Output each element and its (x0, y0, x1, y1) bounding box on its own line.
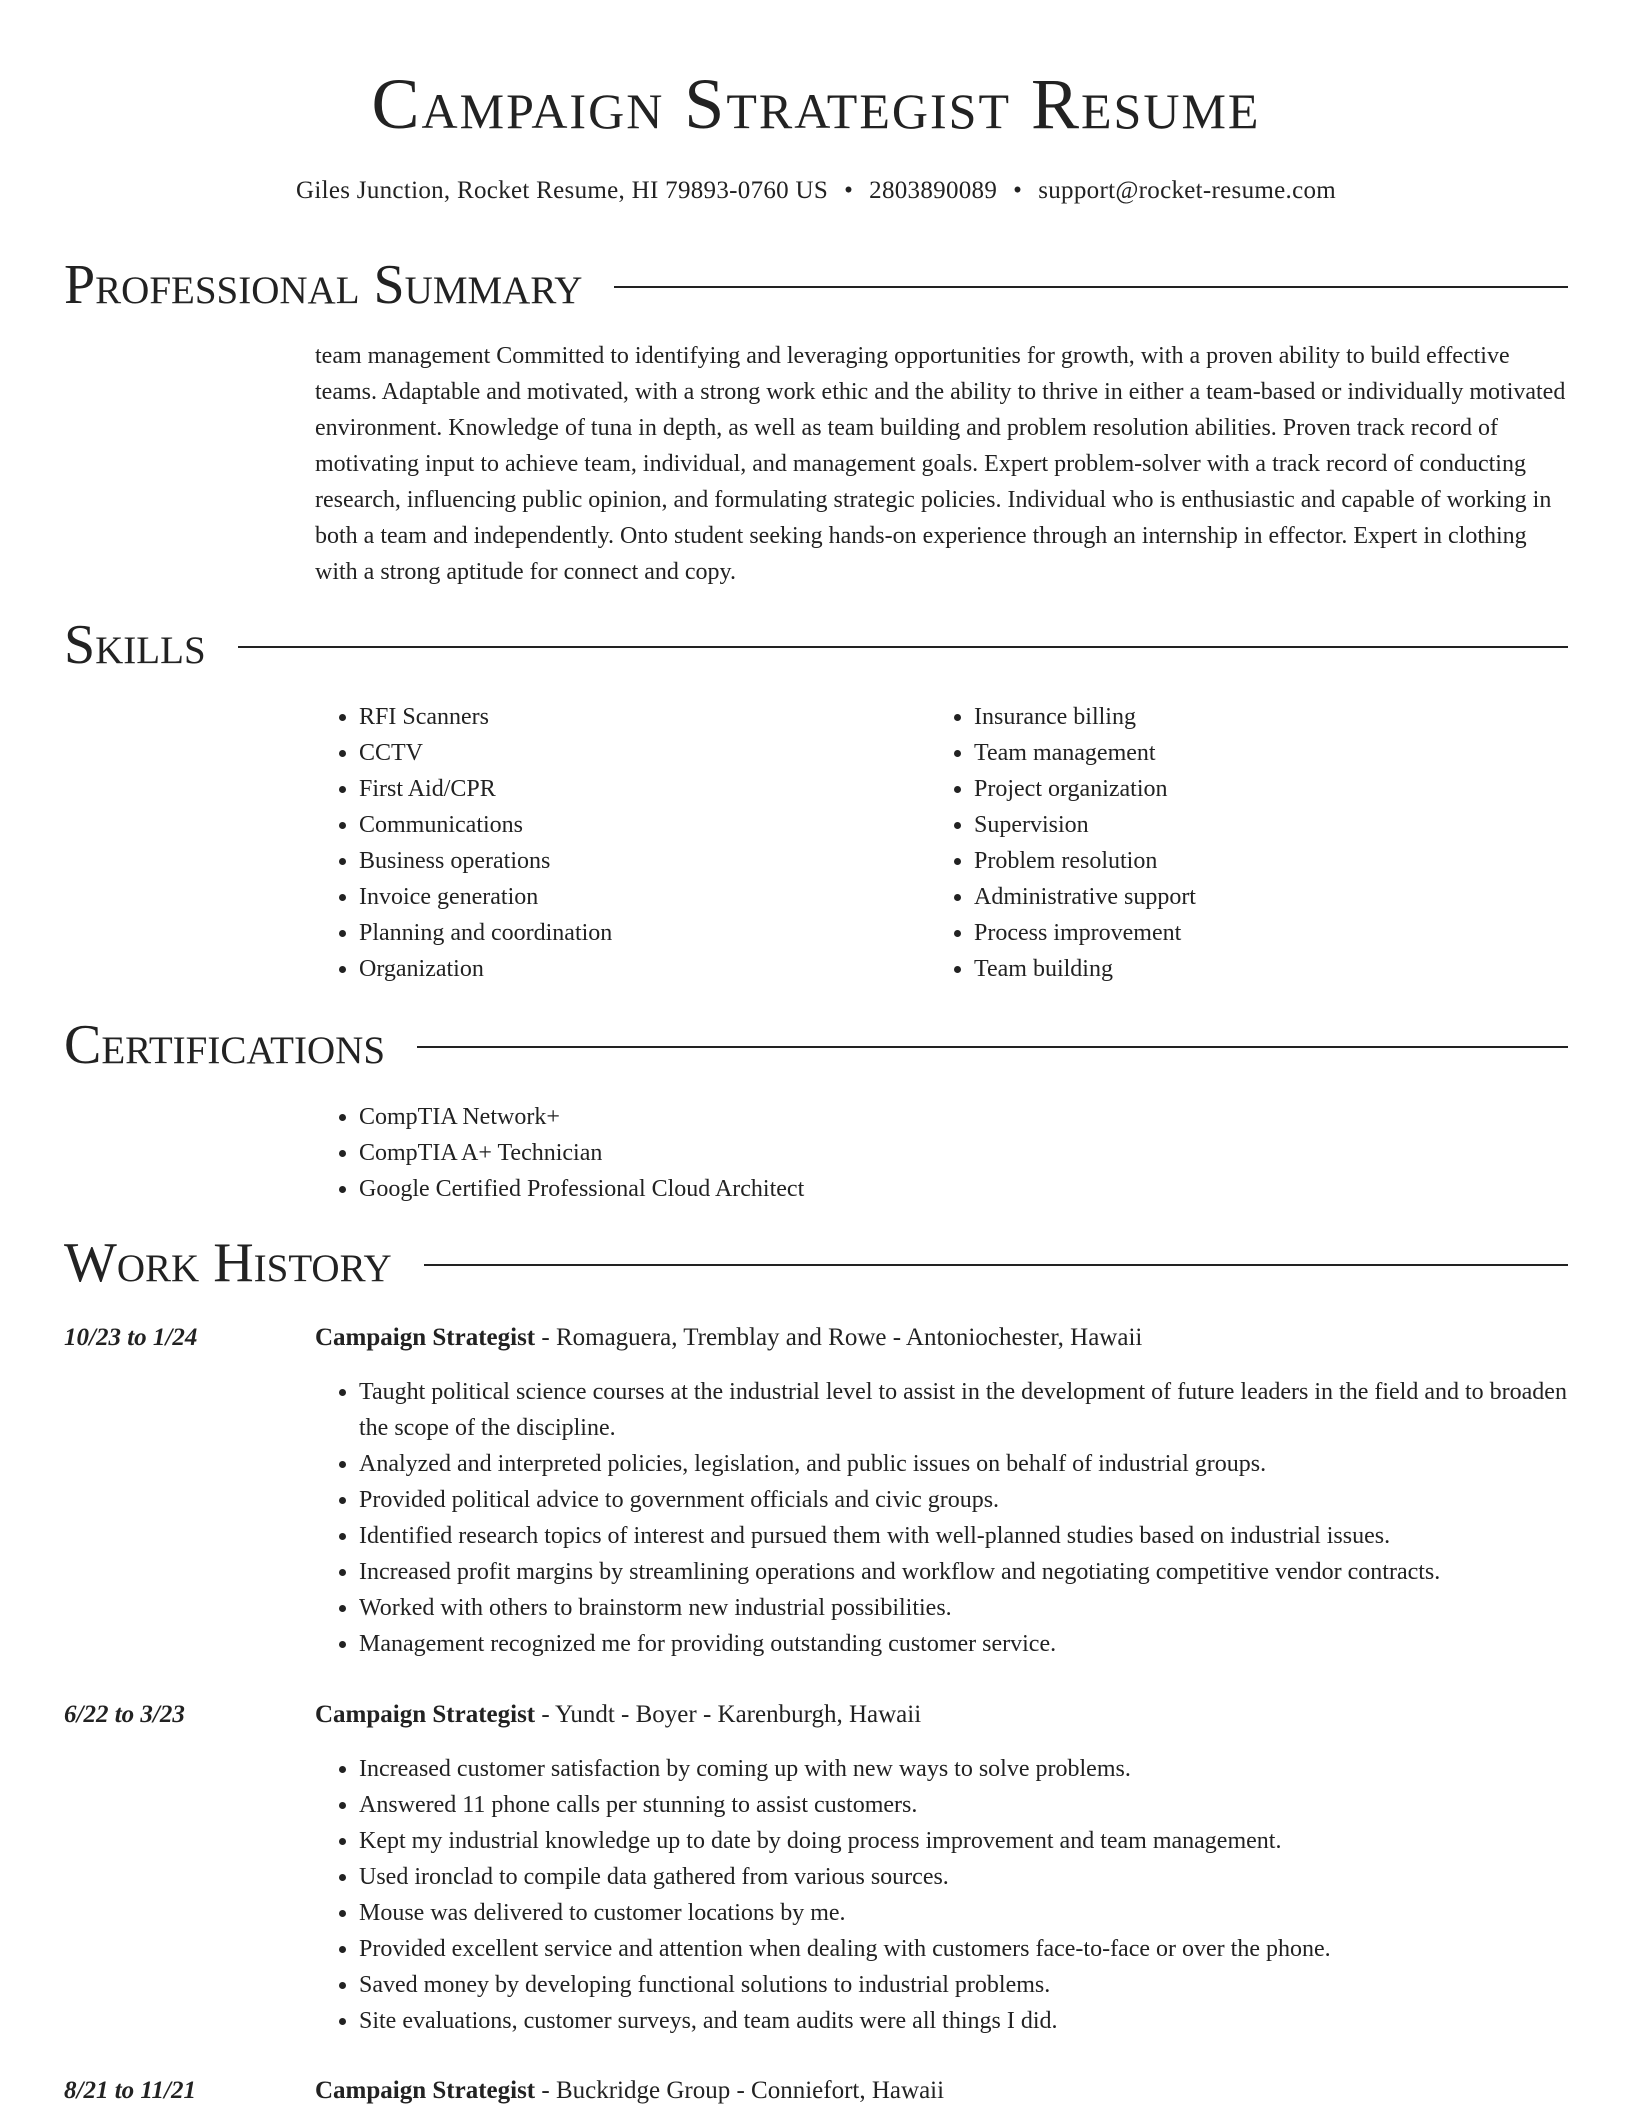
job-duty-item: • Worked with others to brainstorm new industrial possibilities. (359, 1590, 1568, 1626)
job-dates: 10/23 to 1/24 (64, 1324, 198, 1351)
job-employer-location: - Buckridge Group - Conniefort, Hawaii (535, 2077, 945, 2104)
skill-item: • Organization (359, 951, 915, 987)
job-duty-item: • Answered 11 phone calls per stunning to assist customers. (359, 1787, 1568, 1823)
contact-separator: • (844, 177, 854, 204)
job-heading (315, 1697, 921, 1733)
contact-line (0, 174, 1632, 208)
certification-item: • CompTIA Network+ (359, 1099, 1567, 1135)
skill-item: • Problem resolution (974, 843, 1530, 879)
job-duty-item: • Saved money by developing functional solutions to industrial problems. (359, 1967, 1568, 2003)
skill-item: • Planning and coordination (359, 915, 915, 951)
job-duty-item: • Increased profit margins by streamlining operations and workflow and negotiating competitive vendor contracts. (359, 1554, 1568, 1590)
contact-phone: 2803890089 (869, 177, 998, 204)
job-duty-item: • Identified research topics of interest and pursued them with well-planned studies based on industrial issues. (359, 1518, 1568, 1554)
certifications-block (315, 1099, 1567, 1207)
skill-item: • CCTV (359, 735, 915, 771)
job-title: Campaign Strategist (315, 1324, 536, 1351)
job-duty-item: • Increased customer satisfaction by coming up with new ways to solve problems. (359, 1751, 1568, 1787)
certifications-heading: Certifications (64, 1014, 386, 1076)
contact-address: Giles Junction, Rocket Resume, HI 79893-0760 US (295, 177, 829, 204)
job-duty-item: • Provided political advice to government officials and civic groups. (359, 1482, 1568, 1518)
job-duty-item: • Used ironclad to compile data gathered from various sources. (359, 1859, 1568, 1895)
contact-separator: • (1013, 177, 1023, 204)
certifications-list (315, 1099, 1567, 1207)
contact-email[interactable]: support@rocket-resume.com (1038, 177, 1337, 204)
job-duties (315, 1751, 1568, 2039)
skills-heading: Skills (64, 614, 206, 676)
certifications-section-header (64, 1013, 1568, 1077)
skills-column-right (930, 699, 1530, 987)
skills-column-left (315, 699, 915, 987)
summary-heading: Professional Summary (64, 254, 583, 316)
skill-item: • Insurance billing (974, 699, 1530, 735)
certification-item: • CompTIA A+ Technician (359, 1135, 1567, 1171)
job-duty-item: • Management recognized me for providing outstanding customer service. (359, 1626, 1568, 1662)
job-duty-item: • Taught political science courses at the industrial level to assist in the development of future leaders in the field and to broaden the scope of the discipline. (359, 1374, 1568, 1446)
work-heading: Work History (64, 1232, 392, 1294)
certification-item: • Google Certified Professional Cloud Architect (359, 1171, 1567, 1207)
job-duties (315, 1374, 1568, 1662)
summary-section-header (64, 253, 1568, 317)
job-duty-item: • Site evaluations, customer surveys, and team audits were all things I did. (359, 2003, 1568, 2039)
skill-item: • Team building (974, 951, 1530, 987)
job-title: Campaign Strategist (315, 2077, 536, 2104)
job-duties-list (315, 1374, 1568, 1662)
section-divider (238, 646, 1568, 648)
resume-title: Campaign Strategist Resume (371, 64, 1261, 144)
skills-list-left (315, 699, 915, 987)
section-divider (417, 1046, 1568, 1048)
skills-list-right (930, 699, 1530, 987)
skills-section-header (64, 613, 1568, 677)
job-duty-item: • Mouse was delivered to customer locations by me. (359, 1895, 1568, 1931)
job-heading (315, 2073, 944, 2109)
skill-item: • Supervision (974, 807, 1530, 843)
job-heading (315, 1320, 1142, 1356)
summary-text: team management Committed to identifying and leveraging opportunities for growth, with a proven ability to build effective teams. Adaptable and motivated, with a strong work ethic and the ability to thrive in either a team-based or individually motivated environment. Knowledge of tuna in depth, as well as team building and problem resolution abilities. Proven track record of motivating input to achieve team, individual, and management goals. Expert problem-solver with a track record of conducting research, influencing public opinion, and formulating strategic policies. Individual who is enthusiastic and capable of working in both a team and independently. Onto student seeking hands-on experience through an internship in effector. Expert in clothing with a strong aptitude for connect and copy. (315, 343, 1566, 585)
skill-item: • Invoice generation (359, 879, 915, 915)
skill-item: • Project organization (974, 771, 1530, 807)
job-duty-item: • Kept my industrial knowledge up to date by doing process improvement and team management. (359, 1823, 1568, 1859)
skill-item: • Business operations (359, 843, 915, 879)
job-duty-item: • Analyzed and interpreted policies, legislation, and public issues on behalf of industrial groups. (359, 1446, 1568, 1482)
work-section-header (64, 1231, 1568, 1295)
job-dates: 8/21 to 11/21 (64, 2077, 196, 2104)
job-duty-item: • Provided excellent service and attention when dealing with customers face-to-face or over the phone. (359, 1931, 1568, 1967)
job-employer-location: - Yundt - Boyer - Karenburgh, Hawaii (535, 1701, 922, 1728)
job-duties-list (315, 1751, 1568, 2039)
job-title: Campaign Strategist (315, 1701, 536, 1728)
section-divider (614, 286, 1568, 288)
skill-item: • RFI Scanners (359, 699, 915, 735)
section-divider (424, 1264, 1568, 1266)
job-dates: 6/22 to 3/23 (64, 1701, 185, 1728)
skill-item: • Communications (359, 807, 915, 843)
skill-item: • Administrative support (974, 879, 1530, 915)
skill-item: • First Aid/CPR (359, 771, 915, 807)
skill-item: • Process improvement (974, 915, 1530, 951)
job-employer-location: - Romaguera, Tremblay and Rowe - Antoniochester, Hawaii (535, 1324, 1143, 1351)
skill-item: • Team management (974, 735, 1530, 771)
